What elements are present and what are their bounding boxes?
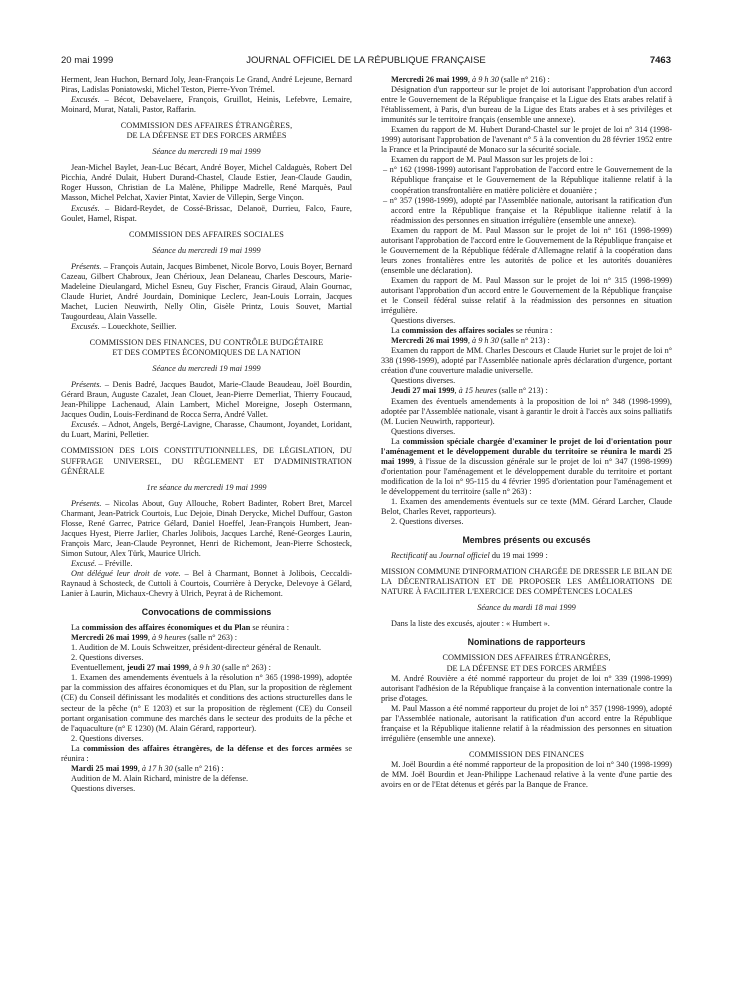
paragraph: La commission des affaires sociales se réunira : — [391, 326, 553, 336]
present-list: – François Autain, Jacques Bimbenet, Nicole Borvo, Louis Boyer, Bernard Cazeau, Gilbert Chabroux, Jean Chérioux, Jean Delaneau, Charles Descours, Marie-Madeleine Dieulangard, Michel Esneu, Guy Fischer, Francis Giraud, Alain Gournac, Claude Huriet, André Jourdain, Dominique Leclerc, Jean-Louis Lorrain, Jacques Machet, Lucien Neuwirth, Nelly Olin, Gisèle Printz, Louis Souvet, Martial Taugourdeau, Alain Vasselle. — [61, 261, 352, 321]
agenda-item: Questions diverses. — [391, 426, 456, 436]
meeting-room: (salle n° 263) : — [219, 663, 271, 673]
agenda-item: Examen du rapport de M. Paul Masson sur le projet de loi n° 315 (1998-1999) autorisant l'approbation d'un accord entre le Gouvernement de la République française et le Conseil fédéral suisse relatif à la réadmission des personnes en situation irrégulière. — [381, 275, 672, 316]
meeting-room: (salle n° 263) : — [186, 633, 238, 643]
section-heading: Convocations de commissions — [141, 607, 272, 618]
agenda-item: 2. Questions diverses. — [71, 733, 144, 743]
present-list: Jean-Michel Baylet, Jean-Luc Bécart, André Boyer, Michel Caldaguès, Robert Del Picchia, André Dulait, Hubert Durand-Chastel, Claude Estier, Jean-Claude Gaudin, Roger Husson, Christian de La Malène, Philippe Madrelle, René Marquès, Paul Masson, Michel Pelchat, Xavier Pintat, Xavier de Villepin, Serge Vinçon. — [61, 163, 352, 203]
paragraph: Eventuellement, jeudi 27 mai 1999, à 9 h 30 (salle n° 263) : — [71, 663, 271, 673]
paragraph — [61, 559, 352, 569]
agenda-subitem: – n° 357 (1998-1999), adopté par l'Assemblée nationale, autorisant la ratification d'un accord entre la République française et la République italienne relatif à la réadmission des personnes en situation irrégulière (ensemble une annexe). — [383, 195, 672, 225]
agenda-item: Questions diverses. — [71, 783, 136, 793]
excused-label: Excusés. — [71, 321, 100, 331]
meeting-day: Jeudi 27 mai 1999 — [391, 386, 455, 396]
section-heading: Membres présents ou excusés — [462, 535, 591, 546]
paragraph — [61, 262, 352, 322]
agenda-item: Examen du rapport de MM. Charles Descours et Claude Huriet sur le projet de loi n° 338 (1998-1999), adopté par l'Assemblée nationale après déclaration d'urgence, portant création d'une couverture maladie universelle. — [381, 346, 672, 376]
present-label: Présents. — [71, 380, 102, 390]
agenda-item: Questions diverses. — [391, 316, 456, 326]
agenda-subitem: – n° 162 (1998-1999) autorisant l'approbation de l'accord entre le Gouvernement de la République française et le Gouvernement de la République italienne relatif à la coopération transfrontalière en matière policière et douanière ; — [383, 165, 672, 195]
journal-title: JOURNAL OFFICIEL DE LA RÉPUBLIQUE FRANÇAISE — [246, 55, 486, 66]
paragraph — [381, 386, 672, 396]
paragraph — [381, 75, 672, 85]
meeting-day: jeudi 27 mai 1999 — [126, 663, 190, 673]
meeting-day: Mercredi 26 mai 1999 — [391, 75, 468, 84]
meeting-day: Mercredi 26 mai 1999 — [391, 336, 468, 346]
agenda-item: 1. Examen des amendements éventuels sur ce texte (MM. Gérard Larcher, Claude Belot, Charles Revet, rapporteurs). — [381, 496, 672, 517]
paragraph — [61, 380, 352, 420]
left-column — [61, 75, 352, 794]
session-title: Séance du mercredi 19 mai 1999 — [152, 245, 261, 255]
agenda-item: Examen du rapport de M. Hubert Durand-Chastel sur le projet de loi n° 314 (1998-1999) autorisant l'approbation de l'avenant n° 5 à la convention du 28 février 1952 entre la France et la Principauté de Monaco sur la sécurité sociale. — [381, 125, 672, 155]
page-header — [61, 55, 671, 69]
paragraph: M. Paul Masson a été nommé rapporteur du projet de loi n° 357 (1998-1999), adopté par l'Assemblée nationale, autorisant la ratification d'un accord entre la République française et la République italienne relatif à la réadmission des personnes en situation irrégulière (ensemble une annexe). — [381, 703, 672, 743]
excused-label: Excusés. — [71, 95, 100, 105]
committee-name: commission des affaires étrangères, de la défense et des forces armées — [83, 743, 342, 753]
agenda-item: Examen du rapport de M. Paul Masson sur le projet de loi n° 161 (1998-1999) autorisant l'approbation de l'accord entre le Gouvernement de la République française et le Gouvernement de la République fédérale d'Allemagne relatif à la coopération dans leurs zones frontalières entre les autorités de police et les autorités douanières (ensemble une déclaration). — [381, 225, 672, 275]
meeting-room: (salle n° 216) : — [172, 763, 224, 773]
paragraph: M. Joël Bourdin a été nommé rapporteur de la proposition de loi n° 340 (1998-1999) de MM. Joël Bourdin et Jean-Philippe Lachenaud relative à la vente d'une partie des avoirs en or de l'Etat détenus et gérés par la Banque de France. — [381, 759, 672, 790]
committee-title: DE LA DÉFENSE ET DES FORCES ARMÉES — [446, 663, 607, 673]
agenda-item: 2. Questions diverses. — [391, 517, 464, 527]
paragraph — [61, 569, 352, 599]
excused-label: Excusé. — [71, 558, 97, 568]
present-label: Présents. — [71, 498, 102, 508]
meeting-time: , à 9 h 30 — [467, 75, 499, 84]
excused-label: Excusés. — [71, 420, 100, 430]
session-title: 1re séance du mercredi 19 mai 1999 — [146, 482, 267, 492]
paragraph: La commission des affaires étrangères, de la défense et des forces armées se réunira : — [61, 743, 353, 763]
agenda-item: 1. Examen des amendements éventuels à la résolution n° 365 (1998-1999), adoptée par la commission des affaires économiques et du Plan, sur la proposition de règlement (CE) du Conseil définissant les modalités et conditions des actions structurelles dans le secteur de la pêche (n° E 1203) et sur la proposition de règlement (CE) du Conseil portant organisation commune des marchés dans le secteur des produits de la pêche et de l'aquaculture (n° E 1230) (M. Alain Gérard, rapporteur). — [61, 673, 352, 733]
excused-list: – Adnot, Angels, Bergé-Lavigne, Charasse, Chaumont, Joyandet, Loridant, du Luart, Marini, Pelletier. — [61, 420, 352, 440]
paragraph: La commission spéciale chargée d'examiner le projet de loi d'orientation pour l'aménagement et le développement durable du territoire se réunira le mardi 25 mai 1999, à l'issue de la discussion générale sur le projet de loi n° 347 (1998-1999) d'orientation pour l'aménagement et le développement durable du territoire et portant modification de la loi n° 95-115 du 4 février 1995 d'orientation pour l'aménagement et le développement du territoire (salle n° 263) : — [381, 436, 673, 496]
meeting-time: , à 17 h 30 — [137, 763, 173, 773]
paragraph: Herment, Jean Huchon, Bernard Joly, Jean-François Le Grand, André Lejeune, Bernard Piras, Ladislas Poniatowski, Michel Teston, Pierre-Yvon Trémel. — [61, 75, 352, 95]
paragraph — [61, 322, 352, 332]
committee-title: COMMISSION DES AFFAIRES SOCIALES — [128, 229, 284, 239]
journal-name: Journal officiel — [439, 551, 490, 561]
meeting-time: , à 9 h 30 — [189, 663, 220, 673]
excused-list: – Fréville. — [96, 558, 133, 568]
excused-list: – Loueckhote, Seillier. — [99, 321, 177, 331]
present-label: Présents. — [71, 261, 102, 271]
committee-title: COMMISSION DES AFFAIRES ÉTRANGÈRES, — [442, 653, 611, 663]
meeting-time: , à 9 heures — [147, 633, 187, 643]
committee-title: COMMISSION DES FINANCES, DU CONTRÔLE BUDGÉTAIRE — [89, 338, 324, 348]
committee-name: commission des affaires économiques et du Plan — [81, 623, 251, 633]
paragraph: La commission des affaires économiques et du Plan se réunira : — [71, 623, 289, 633]
paragraph — [61, 204, 352, 224]
erratum-label: Rectificatif — [391, 551, 428, 561]
proxy-list: – Bel à Charmant, Bonnet à Jolibois, Ceccaldi-Raynaud à Schosteck, de Cuttoli à Courtois, Courrière à Derycke, Delevoye à Gélard, Lanier à Laurin, Michaux-Chevry à Ulrich, Peyrat à de Richemont. — [61, 568, 352, 599]
meeting-room: (salle n° 213) : — [498, 336, 550, 346]
session-title: Séance du mardi 18 mai 1999 — [477, 603, 576, 613]
paragraph — [61, 764, 352, 774]
committee-title: DE LA DÉFENSE ET DES FORCES ARMÉES — [126, 131, 287, 141]
excused-list: – Bidard-Reydet, de Cossé-Brissac, Delanoë, Durrieu, Falco, Faure, Goulet, Hamel, Rispat. — [61, 203, 352, 223]
right-column — [381, 75, 672, 790]
agenda-item: Examen des éventuels amendements à la proposition de loi n° 348 (1998-1999), adoptée par l'Assemblée nationale, visant à garantir le droit à l'accès aux soins palliatifs (M. Lucien Neuwirth, rapporteur). — [381, 396, 672, 426]
committee-name: commission des affaires sociales — [401, 326, 514, 336]
agenda-item: 1. Audition de M. Louis Schweitzer, président-directeur général de Renault. — [71, 643, 322, 653]
present-list: – Denis Badré, Jacques Baudot, Marie-Claude Beaudeau, Joël Bourdin, Gérard Braun, Auguste Cazalet, Jean Clouet, Jean-Pierre Demerliat, Thierry Foucaud, Jean-Philippe Lachenaud, Alain Lambert, Michel Moreigne, Joseph Ostermann, Jacques Oudin, Louis-Ferdinand de Rocca Serra, André Vallet. — [61, 380, 352, 420]
meeting-room: (salle n° 216) : — [498, 75, 550, 84]
committee-title: MISSION COMMUNE D'INFORMATION CHARGÉE DE DRESSER LE BILAN DE LA DÉCENTRALISATION ET DE PROPOSER LES AMÉLIORATIONS DE NATURE À FACILITER L'EXERCICE DES COMPÉTENCES LOCALES — [381, 567, 672, 597]
committee-name: commission spéciale chargée d'examiner le projet de loi d'orientation pour l'aménagement et le développement durable du territoire se réunira le mardi 25 mai 1999 — [381, 436, 673, 466]
proxy-label: Ont délégué leur droit de vote. — [71, 568, 181, 578]
paragraph — [381, 336, 672, 346]
section-heading: Nominations de rapporteurs — [467, 637, 586, 648]
agenda-item: Audition de M. Alain Richard, ministre de la défense. — [71, 773, 249, 783]
excused-label: Excusés. — [71, 203, 100, 213]
agenda-item: Désignation d'un rapporteur sur le projet de loi autorisant l'approbation d'un accord entre le Gouvernement de la République française et la Ligue des Etats arabes relatif à l'établissement, à Paris, d'un bureau de la Ligue des Etats arabes et à ses privilèges et immunités sur le territoire français (ensemble une annexe). — [381, 85, 672, 125]
meeting-room: (salle n° 213) : — [496, 386, 548, 396]
paragraph — [61, 499, 352, 559]
paragraph: M. André Rouvière a été nommé rapporteur du projet de loi n° 339 (1998-1999) autorisant l'adhésion de la République française à la convention internationale contre la prise d'otages. — [381, 673, 672, 703]
committee-title: COMMISSION DES AFFAIRES ÉTRANGÈRES, — [120, 121, 293, 131]
committee-title: COMMISSION DES FINANCES — [468, 749, 585, 759]
page-number: 7463 — [649, 55, 671, 66]
session-title: Séance du mercredi 19 mai 1999 — [152, 147, 261, 157]
meeting-time: , à 15 heures — [454, 386, 497, 396]
meeting-day: Mercredi 26 mai 1999 — [71, 633, 148, 643]
paragraph: Rectificatif au Journal officiel du 19 mai 1999 : — [391, 551, 548, 561]
paragraph — [61, 633, 352, 643]
committee-title: ET DES COMPTES ÉCONOMIQUES DE LA NATION — [112, 348, 301, 358]
session-title: Séance du mercredi 19 mai 1999 — [152, 364, 261, 374]
meeting-time: , à 9 h 30 — [467, 336, 499, 346]
committee-title: COMMISSION DES LOIS CONSTITUTIONNELLES, DE LÉGISLATION, DU SUFFRAGE UNIVERSEL, DU RÈGLEMENT ET D'ADMINISTRATION GÉNÉRALE — [61, 446, 352, 476]
paragraph — [61, 95, 352, 115]
paragraph — [61, 420, 352, 440]
excused-list: – Bécot, Debavelaere, François, Gruillot, Heinis, Lefebvre, Lemaire, Moinard, Murat, Natali, Pastor, Raffarin. — [61, 95, 352, 115]
meeting-day: Mardi 25 mai 1999 — [71, 763, 138, 773]
agenda-item: Examen du rapport de M. Paul Masson sur les projets de loi : — [391, 155, 593, 165]
issue-date: 20 mai 1999 — [61, 55, 114, 66]
agenda-item: 2. Questions diverses. — [71, 653, 144, 663]
present-list: – Nicolas About, Guy Allouche, Robert Badinter, Robert Bret, Marcel Charmant, Jean-Patrick Courtois, Luc Dejoie, Dinah Derycke, Michel Duffour, Gaston Flosse, René Garrec, Patrice Gélard, Daniel Hoeffel, Jean-François Humbert, Jean-Jacques Hyest, Pierre Jarlier, Charles Jolibois, Jacques Larché, René-Georges Laurin, François Marc, Jean-Claude Peyronnet, Henri de Richemont, Jean-Pierre Schosteck, Simon Sutour, Alex Türk, Maurice Ulrich. — [61, 498, 352, 558]
paragraph: Dans la liste des excusés, ajouter : « Humbert ». — [391, 619, 550, 629]
agenda-item: Questions diverses. — [391, 376, 456, 386]
